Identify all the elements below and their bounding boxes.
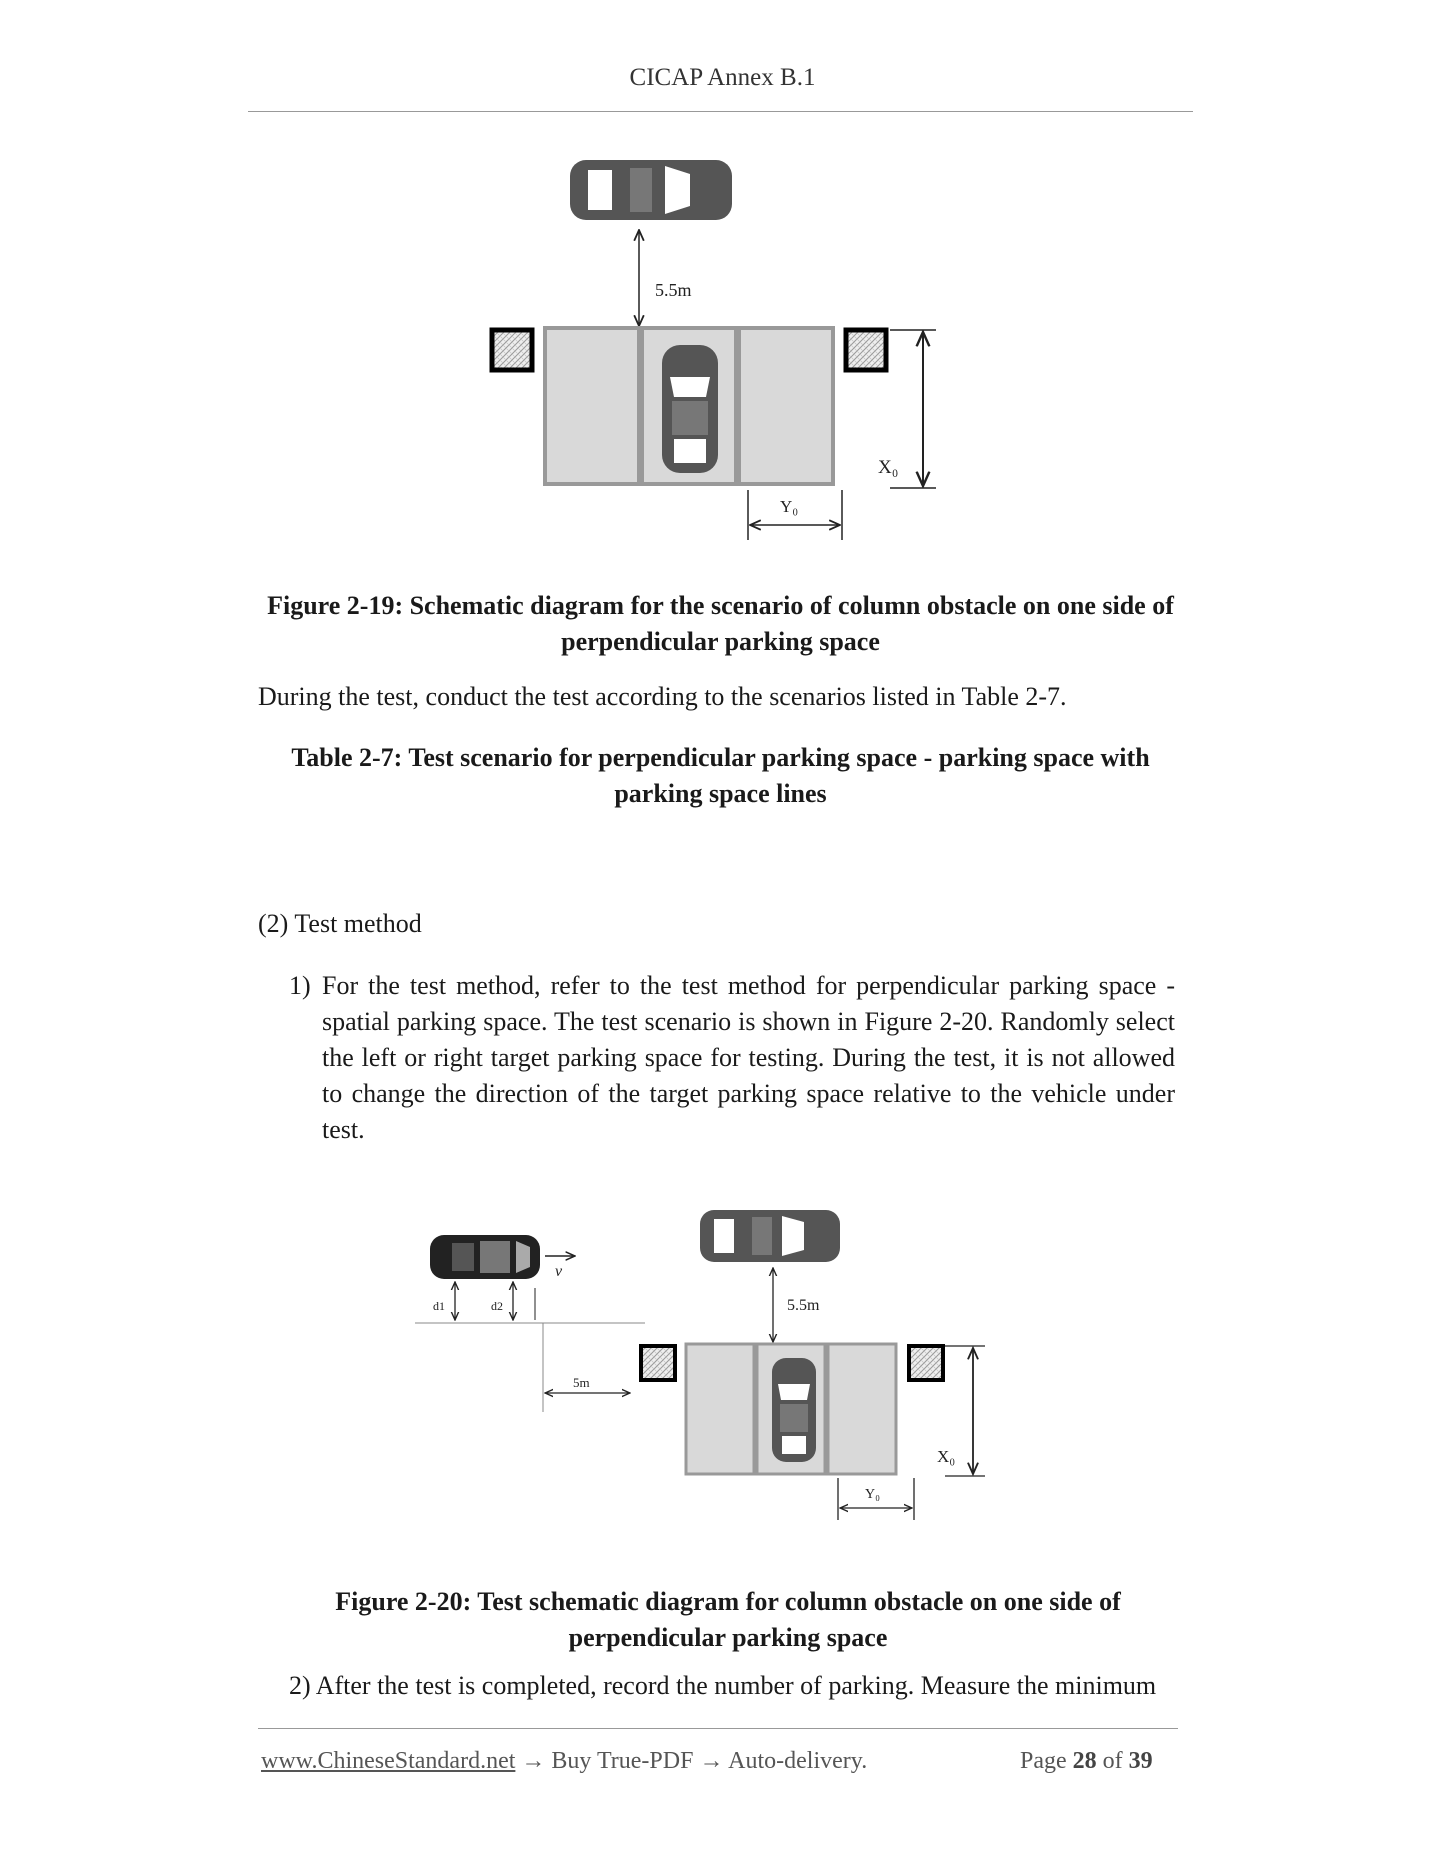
list-item-number: 1) (289, 971, 311, 1000)
footer-delivery: Auto-delivery. (728, 1748, 868, 1774)
y0-label: Y₀ (865, 1487, 880, 1502)
table-2-7-caption: Table 2-7: Test scenario for perpendicular parking space - parking space with parking space lines (291, 743, 1150, 808)
of-word: of (1102, 1748, 1123, 1774)
column-obstacle-left (492, 330, 532, 370)
car-icon (570, 160, 732, 220)
test-vehicle-icon (430, 1235, 540, 1279)
parked-car-icon (662, 345, 718, 473)
footer-buy: Buy True-PDF (551, 1748, 694, 1774)
list-item-text: For the test method, refer to the test method for perpendicular parking space - spatial parking space. The test scenario is shown in Figure 2-20. Randomly select the left or right target parking space for testing. During the test, it is not allowed to change the direction of the target parking space relative to the vehicle under test. (322, 971, 1175, 1144)
x0-label: X₀ (937, 1447, 956, 1466)
footer-rule (258, 1728, 1178, 1729)
section-heading: (2) Test method (258, 909, 422, 938)
page-header: CICAP Annex B.1 (629, 64, 816, 91)
lateral-distance-label: 5m (573, 1375, 590, 1390)
column-obstacle-right (846, 330, 886, 370)
page-current: 28 (1072, 1748, 1097, 1774)
footer-links (261, 1748, 867, 1775)
parking-space-left (686, 1344, 754, 1474)
page-total: 39 (1128, 1748, 1153, 1774)
figure-2-19-caption: Figure 2-19: Schematic diagram for the scenario of column obstacle on one side of perpendicular parking space (267, 591, 1174, 656)
figure-2-20-caption: Figure 2-20: Test schematic diagram for column obstacle on one side of perpendicular parking space (335, 1587, 1121, 1652)
d1-label: d1 (433, 1299, 445, 1313)
column-obstacle-left (641, 1346, 675, 1380)
distance-label: 5.5m (787, 1297, 820, 1314)
paragraph: During the test, conduct the test according to the scenarios listed in Table 2-7. (258, 682, 1067, 711)
d2-label: d2 (491, 1299, 503, 1313)
footer-link[interactable]: www.ChineseStandard.net (261, 1748, 516, 1774)
car-icon (700, 1210, 840, 1262)
y0-label: Y₀ (780, 497, 799, 516)
figure-2-19-diagram (470, 150, 970, 550)
parking-space-right (739, 328, 833, 484)
parking-space-right (828, 1344, 896, 1474)
header-rule (248, 111, 1193, 112)
figure-2-20-diagram (405, 1180, 1045, 1530)
parking-space-left (545, 328, 639, 484)
page-word: Page (1020, 1748, 1067, 1774)
list-item-2: 2) After the test is completed, record the number of parking. Measure the minimum (289, 1671, 1157, 1700)
distance-label: 5.5m (655, 280, 692, 300)
page-number (1020, 1748, 1153, 1775)
arrow-icon: → (699, 1748, 724, 1774)
arrow-icon: → (521, 1748, 546, 1774)
parked-car-icon (772, 1358, 816, 1462)
x0-label: X₀ (878, 457, 899, 478)
column-obstacle-right (909, 1346, 943, 1380)
velocity-label: v (555, 1263, 563, 1280)
